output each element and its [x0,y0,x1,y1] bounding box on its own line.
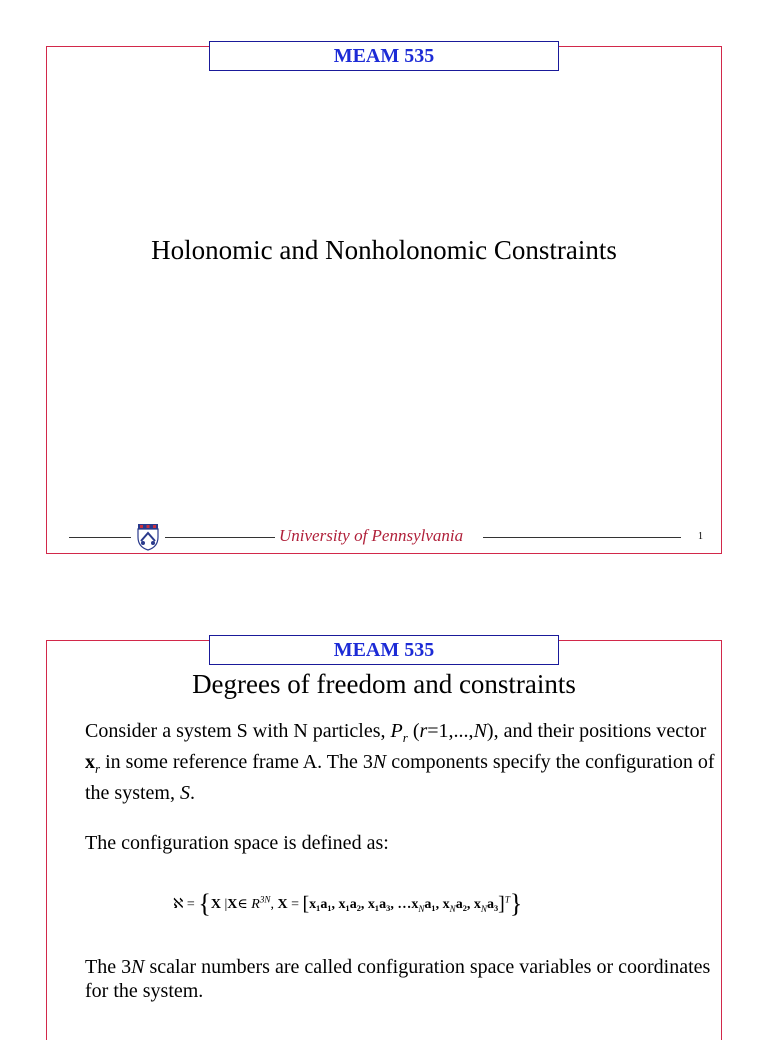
math-subscript: r [402,730,408,745]
math-var: N [473,720,487,742]
math-var: r [419,720,428,742]
paragraph-coordinates [85,955,715,1003]
eq-sub: N [449,903,456,914]
eq-lhs: ℵ = [173,897,199,912]
eq-brace: { [198,889,211,918]
eq-sup: T [504,894,510,905]
eq-var: X [210,897,221,912]
eq-brace: } [509,889,523,918]
text-run: ), and their positions vector [486,720,707,742]
configuration-space-equation [173,889,522,919]
eq-terms: x₁a₁, x₁a₂, x₁a₃, …x [309,897,419,912]
eq-var: X [277,897,288,912]
slide-title: Holonomic and Nonholonomic Constraints [151,235,617,265]
eq-terms: a₃ [486,897,499,912]
slide-title: Degrees of freedom and constraints [192,669,576,699]
paragraph-system-definition [85,719,715,805]
footer-rule-left [69,537,131,538]
text-run: components specify the configuration of the system, [85,751,715,804]
university-name: University of Pennsylvania [279,526,464,545]
course-label: MEAM 535 [209,41,559,71]
math-var: P [390,720,403,742]
eq-terms: a₂, x [455,897,481,912]
eq-bar: | [220,897,228,912]
text-run: The 3 [85,956,132,978]
math-subscript: r [95,761,101,776]
text-run: Consider a system S with N particles, [85,720,391,742]
footer-rule-middle [165,537,275,538]
slide-1 [46,46,722,554]
math-var: S [180,782,190,804]
eq-sub: N [480,903,487,914]
eq-var: X [227,897,238,912]
course-label: MEAM 535 [209,635,559,665]
text-run: =1,..., [427,720,474,742]
paragraph-config-space: The configuration space is defined as: [85,832,389,854]
eq-space: R [251,897,260,912]
eq-bracket: [ [302,893,310,915]
math-var: N [372,751,387,773]
eq-equals: = [287,897,303,912]
eq-sep: , [270,897,278,912]
eq-in: ∈ [237,897,252,912]
text-run: . [190,782,195,804]
eq-sup: 3N [259,894,271,905]
eq-sub: N [418,903,425,914]
text-run: scalar numbers are called configuration space variables or coordinates for the system. [85,956,711,1002]
eq-terms: a₁, x [424,897,450,912]
math-vector: x [85,751,95,773]
eq-bracket: ] [498,893,505,915]
text-run: in some reference frame A. The 3 [100,751,373,773]
math-var: N [131,956,145,978]
slide-2 [46,640,722,1040]
slide-footer [47,523,721,553]
page-number: 1 [698,531,703,542]
university-crest-icon [133,523,163,551]
footer-rule-right [483,537,681,538]
text-run: ( [407,720,420,742]
